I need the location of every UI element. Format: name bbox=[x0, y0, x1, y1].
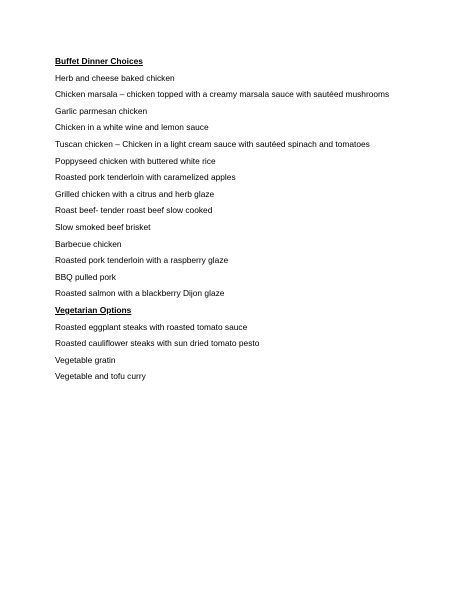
buffet-item: Grilled chicken with a citrus and herb glaze bbox=[55, 188, 215, 199]
vegetarian-item: Roasted cauliflower steaks with sun dried tomato pesto bbox=[55, 338, 260, 349]
buffet-item: Herb and cheese baked chicken bbox=[55, 72, 175, 83]
buffet-item: Garlic parmesan chicken bbox=[55, 105, 148, 116]
vegetarian-item: Roasted eggplant steaks with roasted tomato sauce bbox=[55, 321, 248, 332]
buffet-item: Chicken in a white wine and lemon sauce bbox=[55, 122, 209, 133]
buffet-item: Tuscan chicken – Chicken in a light cream sauce with sautéed spinach and tomatoes bbox=[55, 138, 370, 149]
buffet-item: Poppyseed chicken with buttered white rice bbox=[55, 155, 216, 166]
menu-content bbox=[55, 53, 450, 385]
vegetarian-heading: Vegetarian Options bbox=[55, 304, 132, 315]
vegetarian-item: Vegetable gratin bbox=[55, 354, 116, 365]
buffet-item: Roasted pork tenderloin with caramelized apples bbox=[55, 172, 236, 183]
buffet-item: BBQ pulled pork bbox=[55, 271, 116, 282]
buffet-heading: Buffet Dinner Choices bbox=[55, 56, 143, 66]
buffet-item: Roasted salmon with a blackberry Dijon glaze bbox=[55, 288, 225, 299]
buffet-item: Slow smoked beef brisket bbox=[55, 221, 151, 232]
buffet-item: Roasted pork tenderloin with a raspberry glaze bbox=[55, 255, 229, 266]
buffet-item: Roast beef- tender roast beef slow cooked bbox=[55, 205, 213, 216]
buffet-item: Barbecue chicken bbox=[55, 238, 122, 249]
buffet-item: Chicken marsala – chicken topped with a creamy marsala sauce with sautéed mushrooms bbox=[55, 89, 390, 100]
vegetarian-item: Vegetable and tofu curry bbox=[55, 371, 146, 382]
